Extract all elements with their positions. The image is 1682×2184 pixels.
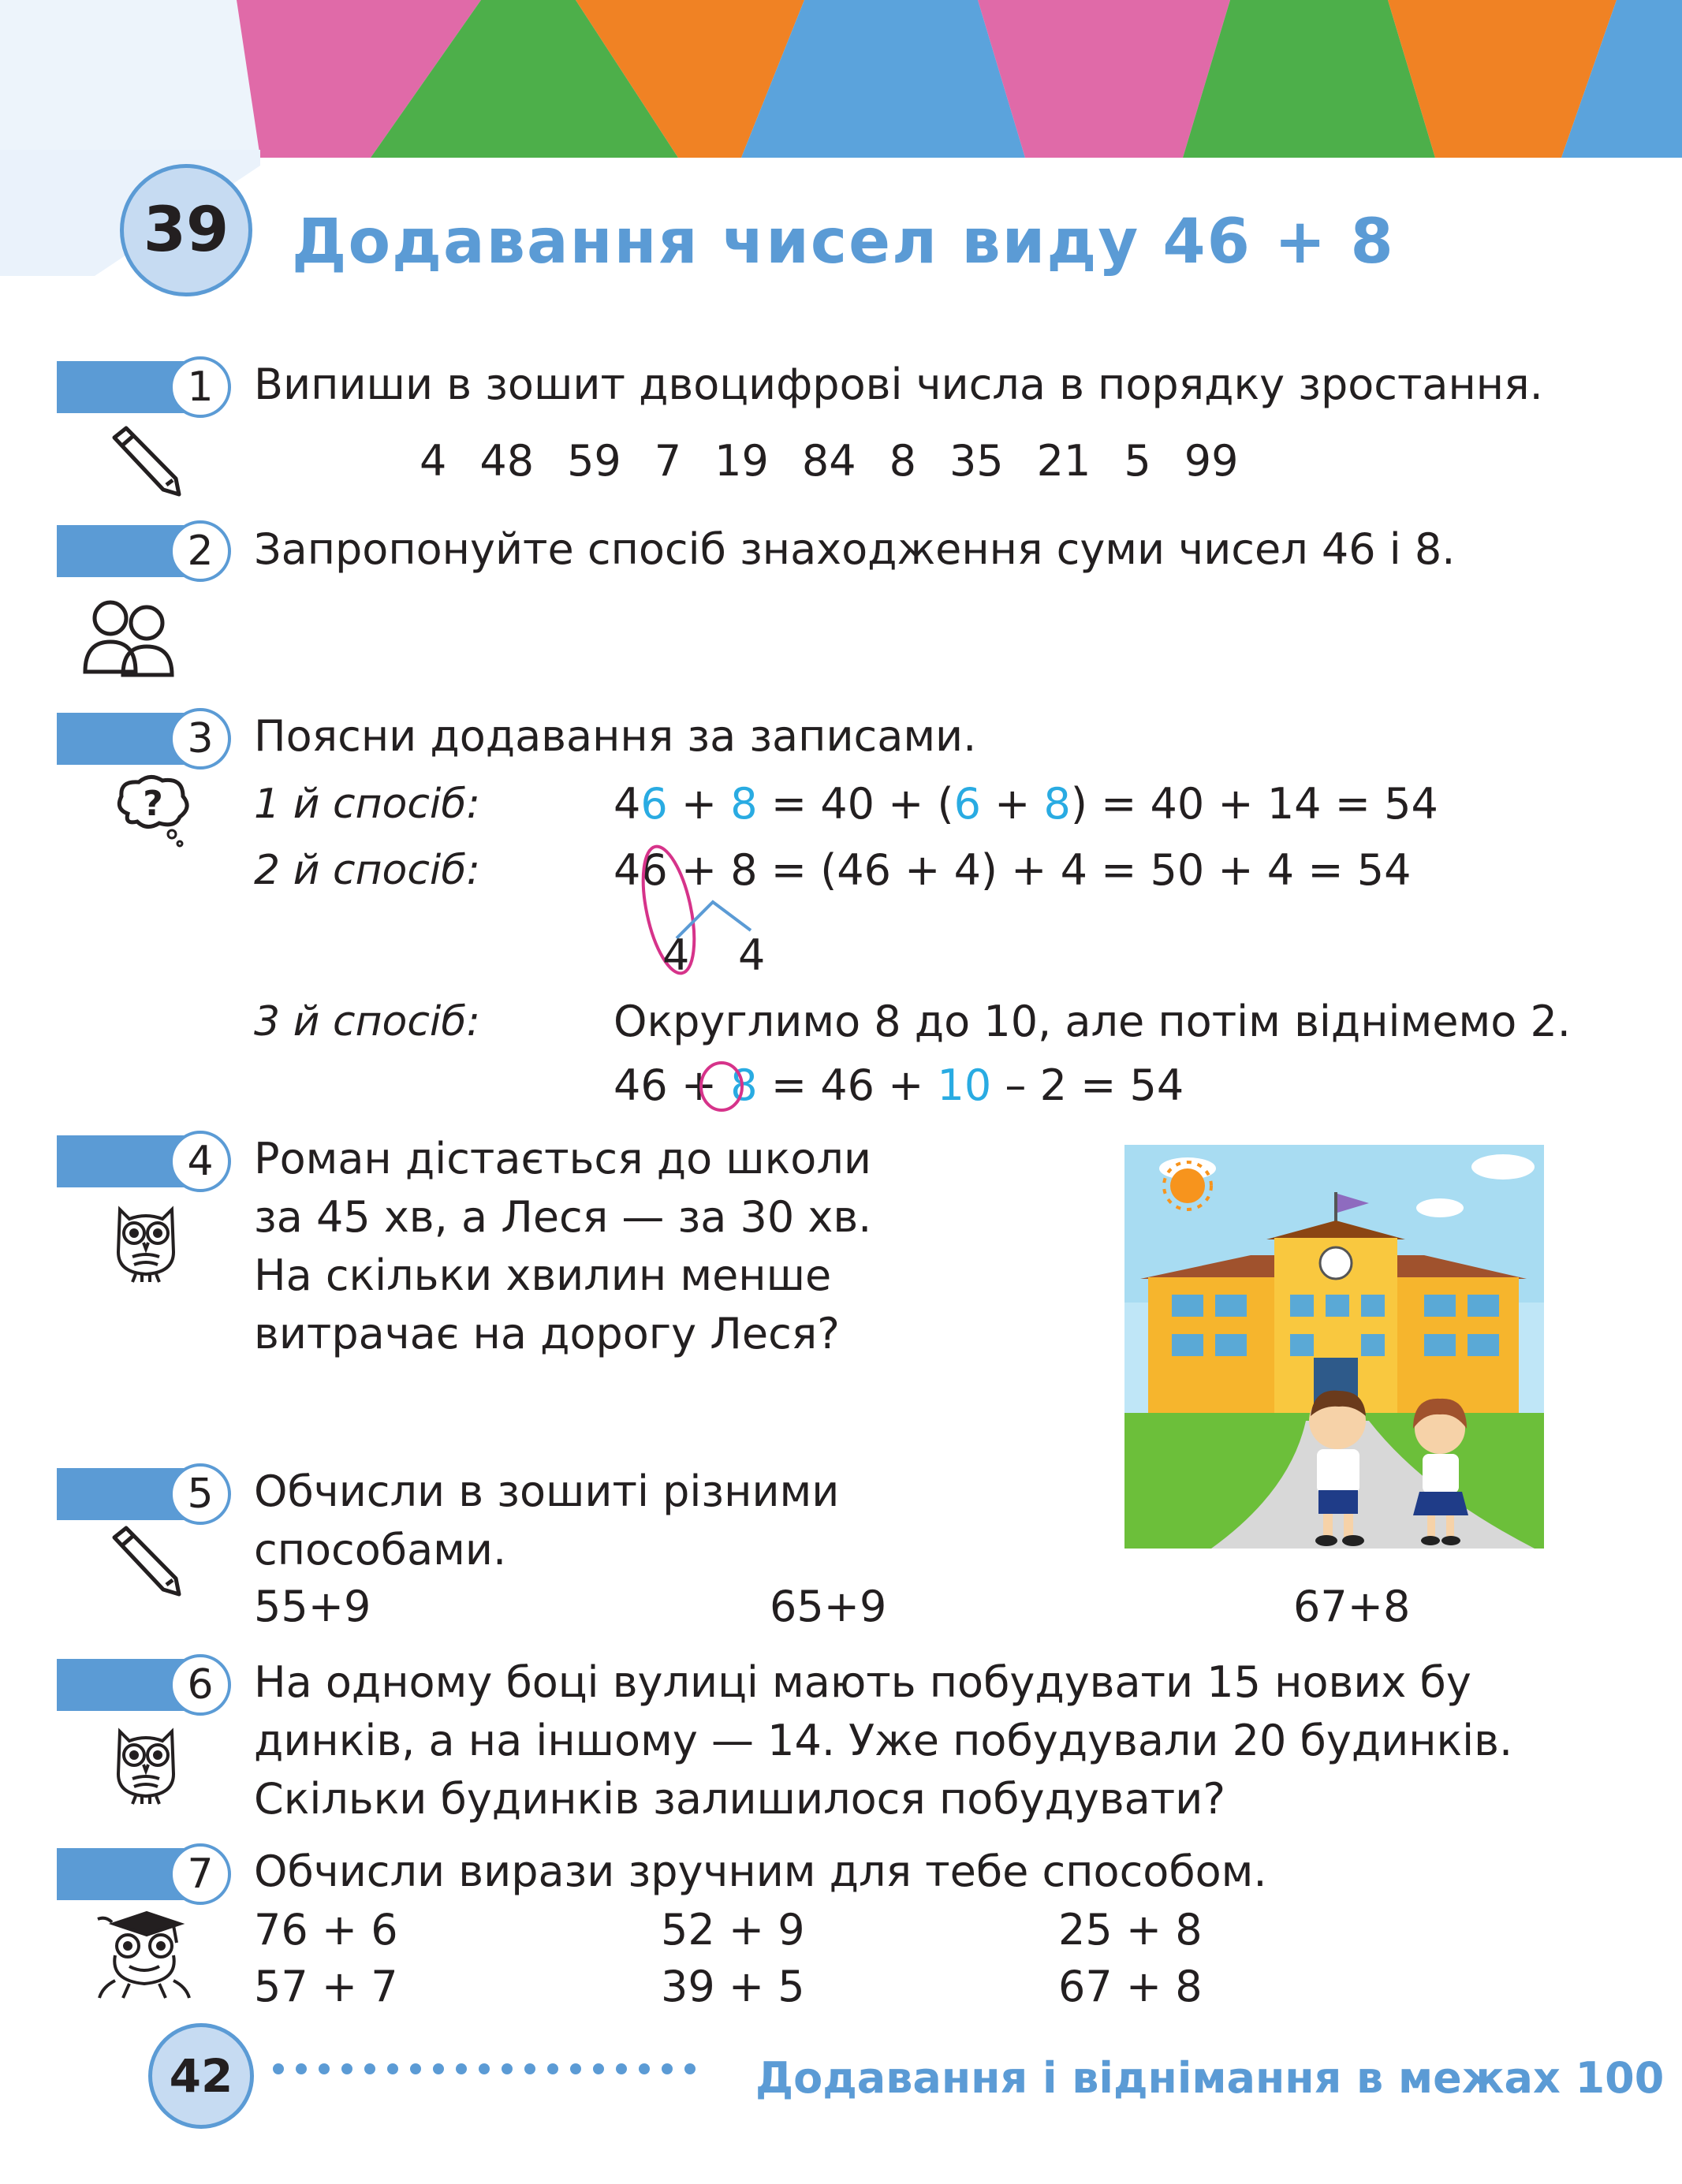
way-2-label: 2 й спосіб: — [254, 847, 480, 894]
task-number: 3 — [170, 708, 231, 770]
number-item: 21 — [1036, 436, 1091, 486]
way-2-expression: 46 + 8 = (46 + 4) + 4 = 50 + 4 = 54 — [614, 845, 1412, 895]
task-number: 6 — [170, 1654, 231, 1716]
top-banner — [0, 0, 1682, 158]
lesson-title: Додавання чисел виду 46 + 8 — [292, 207, 1395, 278]
task-1-text: Випиши в зошит двоцифрові числа в порядку зростання. — [254, 360, 1543, 409]
task-6-line: Скільки будинків залишилося побудувати? — [254, 1774, 1225, 1824]
task-number: 4 — [170, 1131, 231, 1192]
number-item: 35 — [949, 436, 1004, 486]
task-4-line: за 45 хв, а Леся — за 30 хв. — [254, 1192, 872, 1242]
way-3-expression: 46 + 8 = 46 + 10 – 2 = 54 — [614, 1060, 1184, 1110]
number-item: 59 — [567, 436, 621, 486]
expression: 67 + 8 — [1058, 1962, 1203, 2011]
task-number: 1 — [170, 356, 231, 418]
page-number: 42 — [148, 2023, 254, 2129]
number-item: 19 — [714, 436, 769, 486]
task-7-text: Обчисли вирази зручним для тебе способом. — [254, 1847, 1267, 1896]
number-item: 4 — [420, 436, 447, 486]
question-thought-icon — [112, 773, 194, 848]
owl-icon — [109, 1197, 183, 1284]
two-people-icon — [79, 593, 180, 680]
task-number: 2 — [170, 520, 231, 582]
task-number: 7 — [170, 1843, 231, 1905]
split-part: 4 — [738, 930, 766, 980]
task-3-text: Поясни додавання за записами. — [254, 711, 977, 761]
way-1-expression: 46 + 8 = 40 + (6 + 8) = 40 + 14 = 54 — [614, 779, 1438, 829]
task-5-line: способами. — [254, 1525, 507, 1575]
expression: 39 + 5 — [661, 1962, 805, 2011]
pencil-icon — [106, 422, 185, 501]
expression: 55+9 — [254, 1582, 371, 1631]
way-3-note: Округлимо 8 до 10, але потім віднімемо 2. — [614, 997, 1571, 1046]
task-4-line: Роман дістається до школи — [254, 1134, 871, 1183]
task-2-text: Запропонуйте спосіб знаходження суми чисел 46 і 8. — [254, 524, 1456, 574]
number-item: 99 — [1184, 436, 1239, 486]
number-item: 8 — [889, 436, 916, 486]
expression: 52 + 9 — [661, 1905, 805, 1955]
expression: 67+8 — [1293, 1582, 1411, 1631]
svg-text:?: ? — [143, 784, 163, 824]
way-3-label: 3 й спосіб: — [254, 998, 480, 1045]
expression: 76 + 6 — [254, 1905, 398, 1955]
task-5-line: Обчисли в зошиті різними — [254, 1467, 840, 1516]
frog-graduate-icon — [95, 1908, 194, 2003]
task-4-line: витрачає на дорогу Леся? — [254, 1309, 840, 1358]
number-item: 7 — [654, 436, 682, 486]
lesson-number-badge: 39 — [120, 164, 252, 296]
pencil-icon — [106, 1522, 185, 1601]
task-6-line: динків, а на іншому — 14. Уже побудували 20 будинків. — [254, 1716, 1513, 1765]
footer-section-title: Додавання і віднімання в межах 100 — [755, 2053, 1665, 2103]
number-item: 84 — [801, 436, 856, 486]
circle-mark — [694, 1058, 749, 1115]
task-6-line: На одному боці вулиці мають побудувати 15 нових бу — [254, 1657, 1471, 1707]
way-1-label: 1 й спосіб: — [254, 781, 480, 828]
task-1-numbers — [420, 436, 1271, 487]
number-item: 48 — [479, 436, 535, 486]
number-item: 5 — [1124, 436, 1151, 486]
owl-icon — [109, 1719, 183, 1806]
split-part: 4 — [662, 930, 690, 980]
expression: 57 + 7 — [254, 1962, 398, 2011]
school-illustration — [1124, 1145, 1544, 1549]
task-number: 5 — [170, 1463, 231, 1525]
task-4-line: На скільки хвилин менше — [254, 1250, 832, 1300]
expression: 25 + 8 — [1058, 1905, 1203, 1955]
expression: 65+9 — [770, 1582, 887, 1631]
footer-dots — [273, 2063, 707, 2078]
